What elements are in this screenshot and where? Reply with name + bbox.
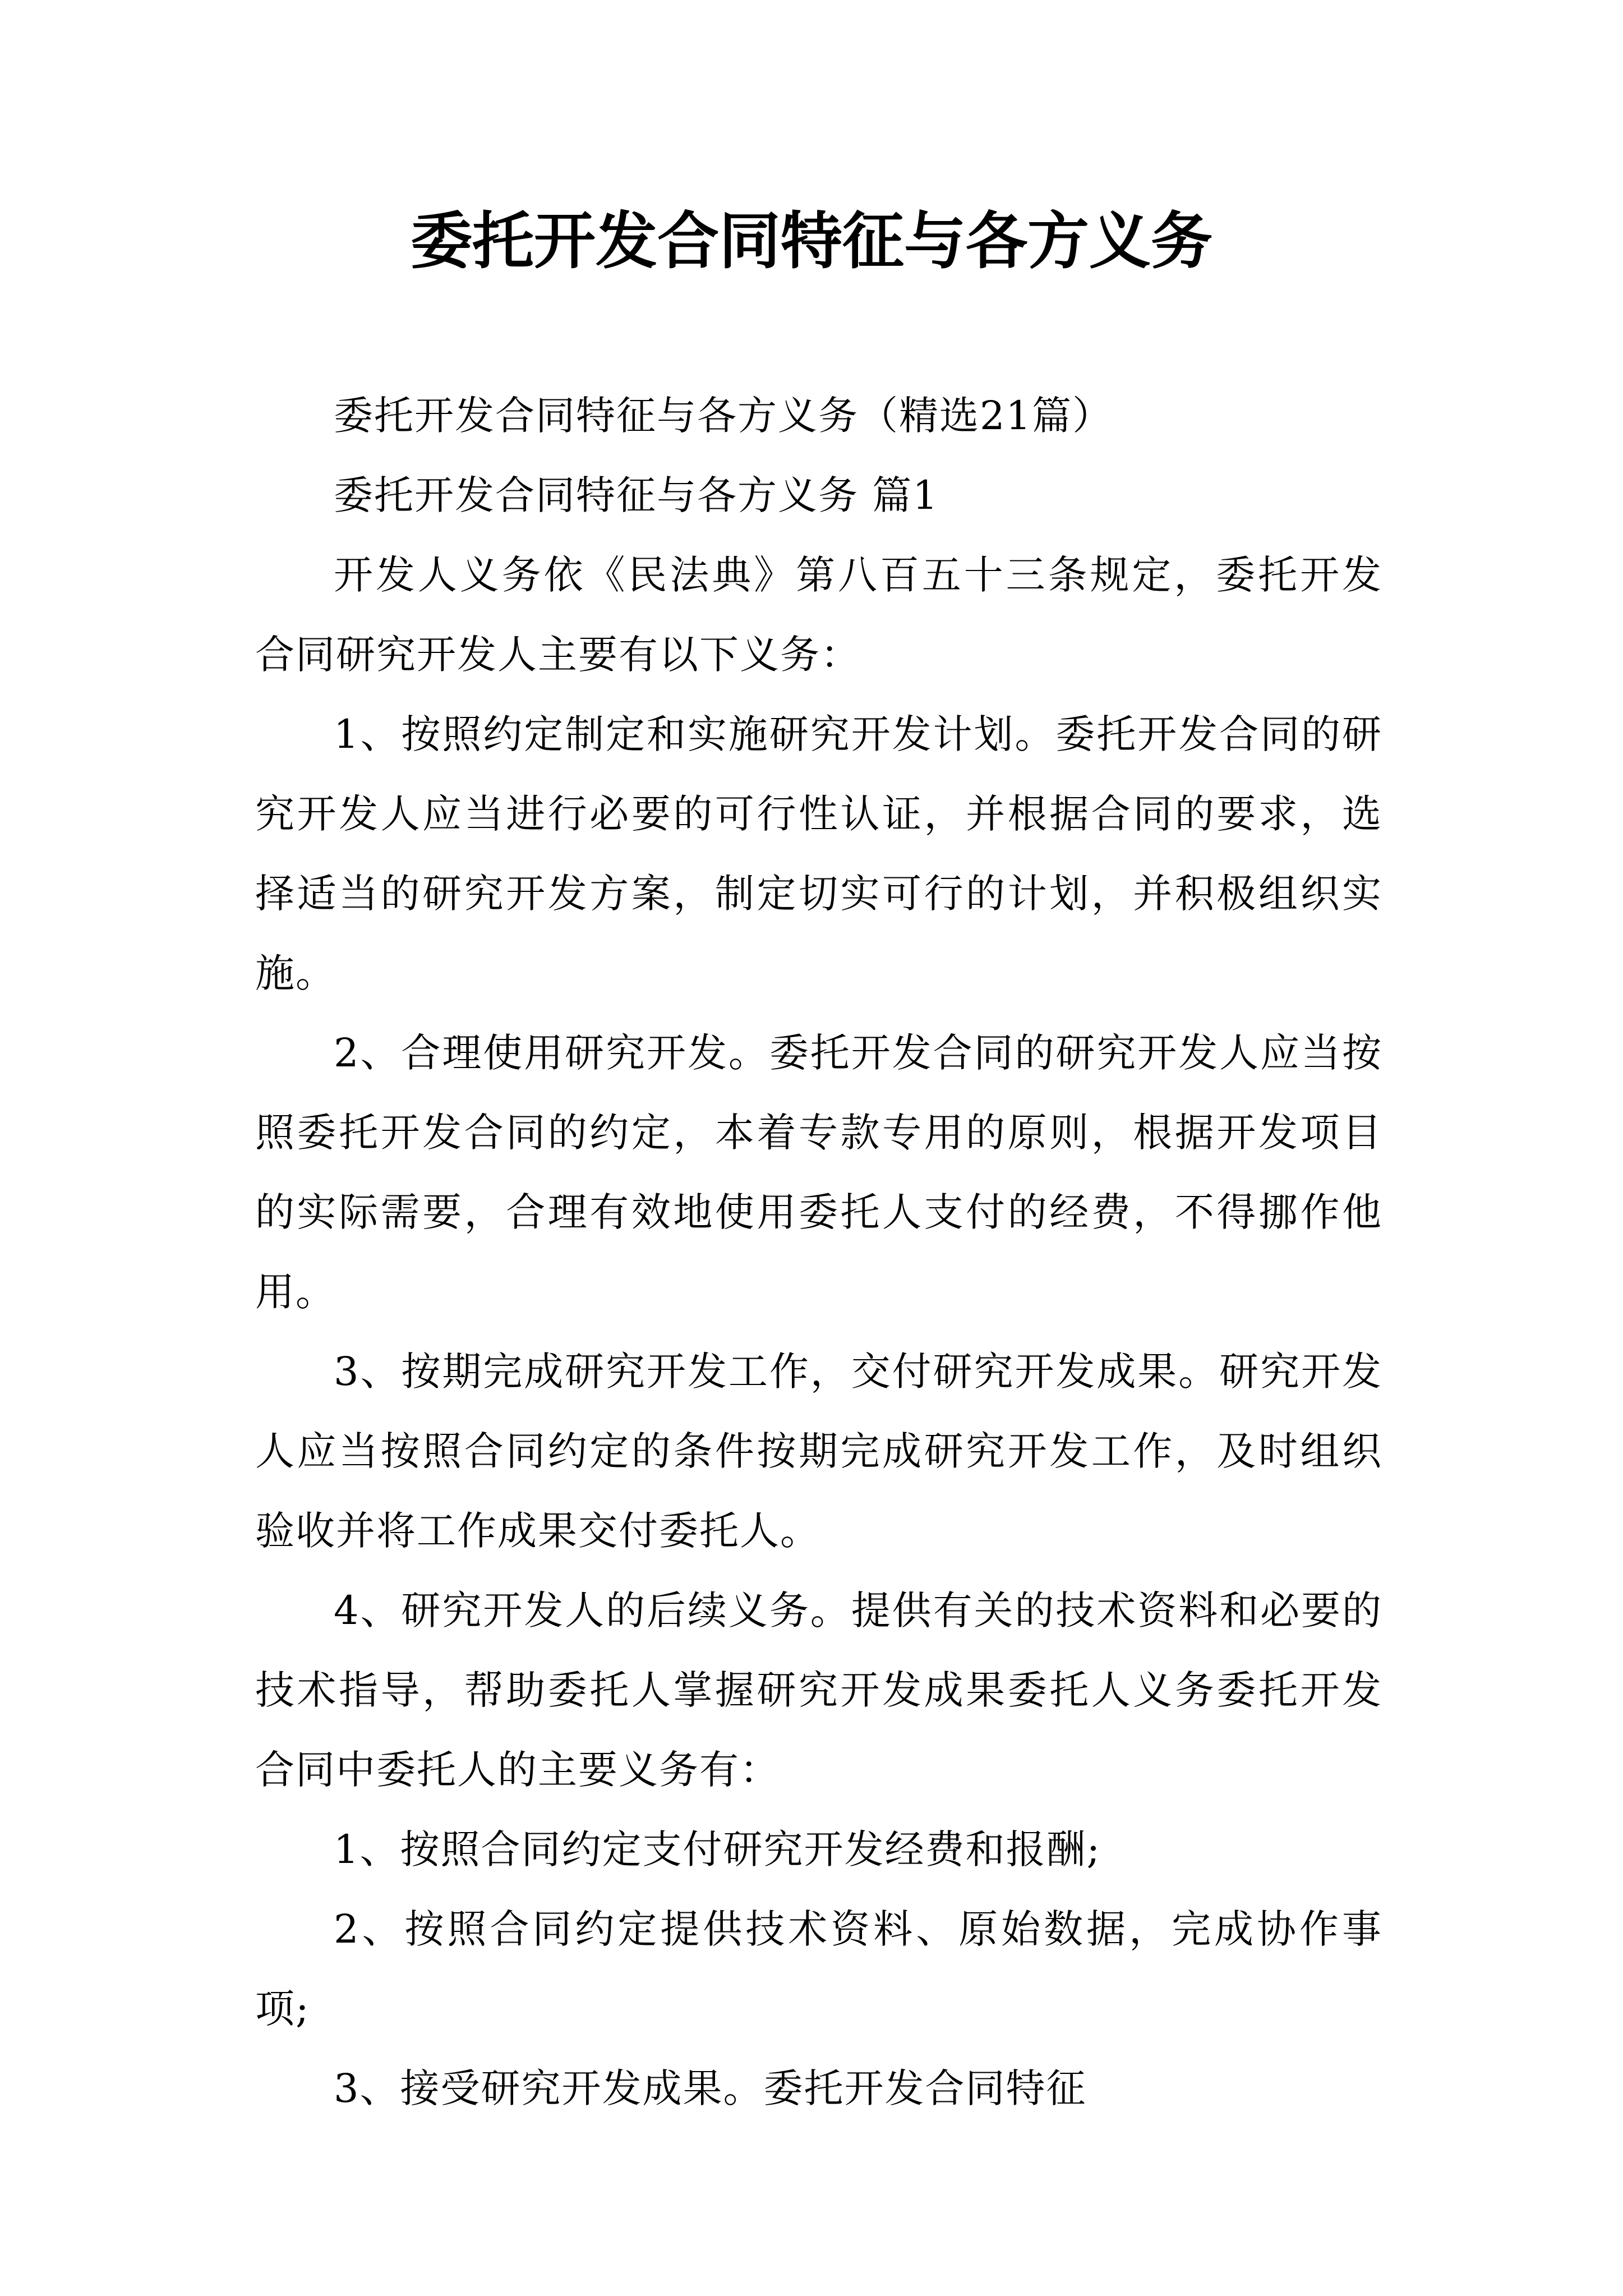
paragraph-subtitle: 委托开发合同特征与各方义务（精选21篇）: [334, 393, 1113, 439]
paragraph-client-item-1: 1、按照合同约定支付研究开发经费和报酬;: [334, 1826, 1101, 1872]
paragraph-item-1: 1、按照约定制定和实施研究开发计划。委托开发合同的研究开发人应当进行必要的可行性认证，并根据合同的要求，选择适当的研究开发方案，制定切实可行的计划，并积极组织实施。: [255, 711, 1382, 996]
document-title: 委托开发合同特征与各方义务: [411, 205, 1212, 277]
paragraph-client-item-2: 2、按照合同约定提供技术资料、原始数据，完成协作事项;: [255, 1906, 1382, 2032]
document-body: [255, 376, 1382, 2128]
paragraph-client-item-3: 3、接受研究开发成果。委托开发合同特征: [334, 2065, 1087, 2111]
paragraph-developer-obligations-intro: 开发人义务依《民法典》第八百五十三条规定，委托开发合同研究开发人主要有以下义务：: [255, 552, 1382, 678]
paragraph-item-2: 2、合理使用研究开发。委托开发合同的研究开发人应当按照委托开发合同的约定，本着专款专用的原则，根据开发项目的实际需要，合理有效地使用委托人支付的经费，不得挪作他用。: [255, 1030, 1382, 1315]
paragraph-item-3: 3、按期完成研究开发工作，交付研究开发成果。研究开发人应当按照合同约定的条件按期完成研究开发工作，及时组织验收并将工作成果交付委托人。: [255, 1349, 1382, 1554]
paragraph-section-heading: 委托开发合同特征与各方义务 篇1: [334, 472, 939, 518]
paragraph-item-4: 4、研究开发人的后续义务。提供有关的技术资料和必要的技术指导，帮助委托人掌握研究开发成果委托人义务委托开发合同中委托人的主要义务有：: [255, 1588, 1382, 1793]
